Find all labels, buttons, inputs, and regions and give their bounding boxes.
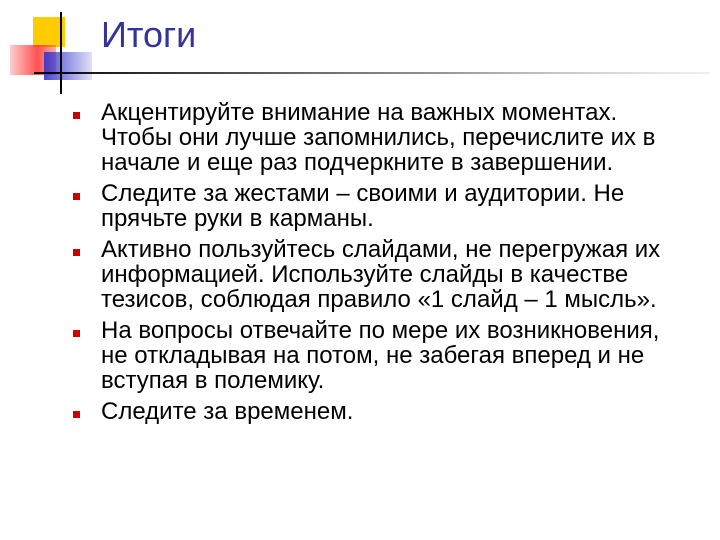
square-bullet-icon xyxy=(73,330,80,337)
bullet-text: Следите за жестами – своими и аудитории. Не прячьте руки в карманы. xyxy=(101,180,625,232)
bullet-item xyxy=(70,318,680,393)
bullet-text: Следите за временем. xyxy=(101,398,354,425)
square-bullet-icon xyxy=(73,112,80,119)
bullet-item xyxy=(70,237,680,312)
bullet-item xyxy=(70,181,680,231)
square-bullet-icon xyxy=(73,411,80,418)
title-underline xyxy=(34,72,710,75)
corner-decoration xyxy=(0,0,100,100)
square-bullet-icon xyxy=(73,193,80,200)
square-bullet-icon xyxy=(73,249,80,256)
bullet-text: На вопросы отвечайте по мере их возникновения, не откладывая на потом, не забегая вперед и не вступая в полемику. xyxy=(101,317,660,394)
deco-blue-square xyxy=(44,52,92,80)
bullet-item xyxy=(70,100,680,175)
bullet-text: Акцентируйте внимание на важных моментах. Чтобы они лучше запомнились, перечислите их в начале и еще раз подчеркните в завершении. xyxy=(101,99,656,176)
bullet-text: Активно пользуйтесь слайдами, не перегружая их информацией. Используйте слайды в качестве тезисов, соблюдая правило «1 слайд – 1 мысль». xyxy=(101,236,661,313)
bullet-item xyxy=(70,399,680,424)
bullet-list xyxy=(70,100,680,430)
slide-title: Итоги xyxy=(101,14,197,55)
